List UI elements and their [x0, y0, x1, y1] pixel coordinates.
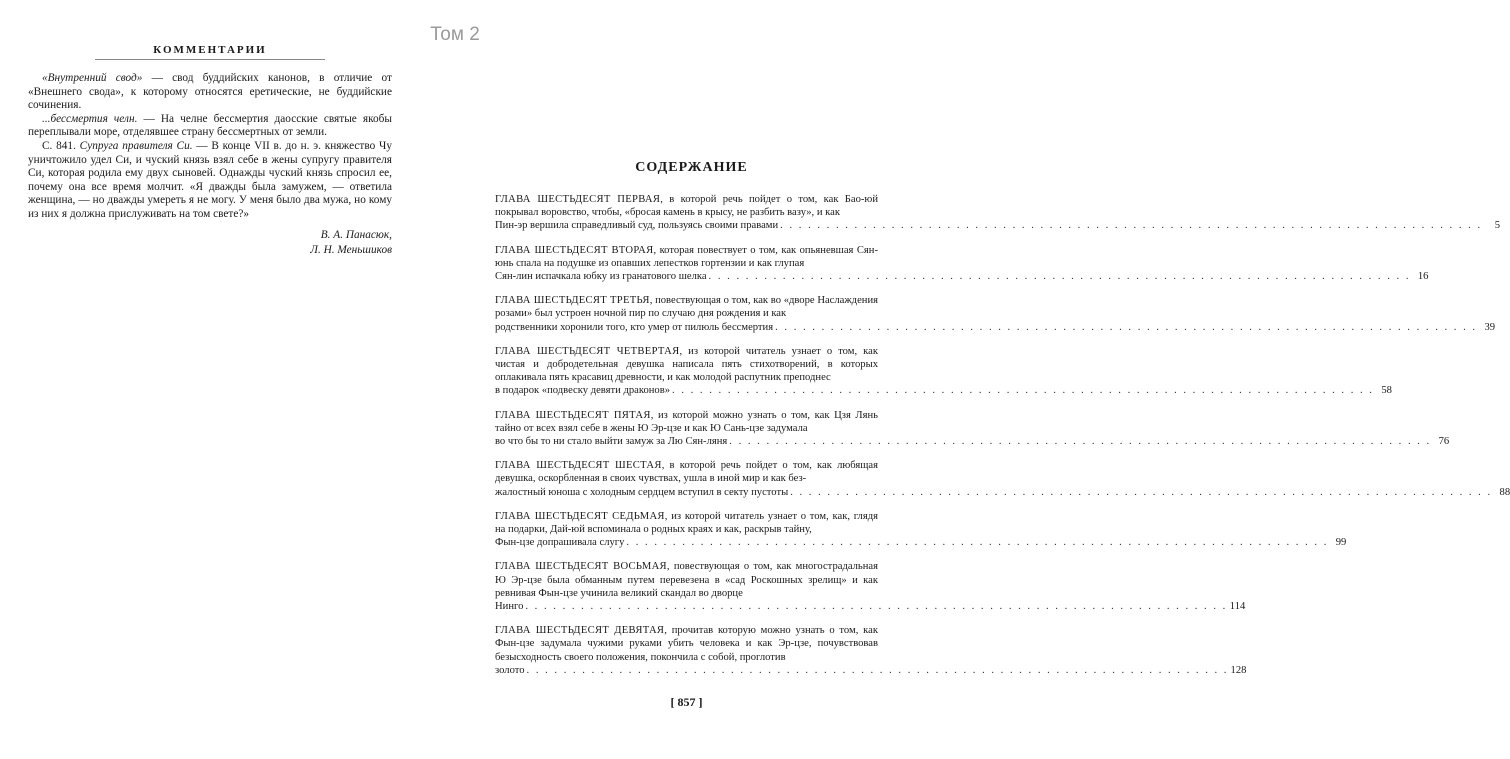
toc-page-number: 5 [1494, 220, 1501, 232]
toc-chapter-heading: ГЛАВА ШЕСТЬДЕСЯТ ПЯТАЯ [495, 409, 651, 421]
volume-label: Том 2 [430, 24, 480, 45]
toc-entry[interactable] [495, 345, 1392, 398]
toc-last-line: Сян-лин испачкала юбку из гранатового шелка [495, 271, 707, 283]
commentary-term: ...бессмертия челн. [42, 112, 138, 125]
table-of-contents [495, 193, 1510, 677]
toc-leader-dots: . . . . . . . . . . . . . . . . . . . . . . . . . . . . . . . . . . . . . . . . . . . . . . . . . . . . . . . . . . . . . . . . . . . . . . . . . . . . [526, 664, 1229, 676]
commentary-page-ref: С. 841. [42, 139, 80, 152]
toc-leader-dots: . . . . . . . . . . . . . . . . . . . . . . . . . . . . . . . . . . . . . . . . . . . . . . . . . . . . . . . . . . . . . . . . . . . . . . . . . . . . [729, 436, 1432, 448]
running-head: КОММЕНТАРИИ [153, 44, 267, 56]
toc-entry[interactable] [495, 244, 1429, 284]
toc-chapter-summary: , из которой читатель узнает о том, как, глядя на подарки, Дай-юй вспоминала о родных краях и как, раскрыв тайну, [495, 510, 878, 536]
toc-last-line: Фын-цзе допрашивала слугу [495, 537, 625, 549]
signatures [28, 228, 392, 258]
commentary-body: — В конце VII в. до н. э. княжество Чу уничтожило удел Си, и чуский князь взял себе в жены супругу правителя Си, которая родила ему двух сыновей. Однажды чуский князь спросил ее, почему она все время молчит. «Я дважды была замужем, — ответила женщина, — но дважды умереть я не могу. У меня было два мужа, но кому из них я должна прислуживать на том свете?» [28, 139, 392, 220]
commentary-body: — свод буддийских канонов, в отличие от «Внешнего свода», к которому относятся еретические, не буддийские сочинения. [28, 72, 392, 112]
toc-leader-dots: . . . . . . . . . . . . . . . . . . . . . . . . . . . . . . . . . . . . . . . . . . . . . . . . . . . . . . . . . . . . . . . . . . . . . . . . . . . . [672, 385, 1374, 397]
toc-chapter-heading: ГЛАВА ШЕСТЬДЕСЯТ ПЕРВАЯ [495, 194, 661, 205]
toc-chapter-summary: , в которой речь пойдет о том, как любящая девушка, оскорбленная в своих чувствах, ушла в иной мир и как без- [495, 460, 879, 485]
toc-leader-dots: . . . . . . . . . . . . . . . . . . . . . . . . . . . . . . . . . . . . . . . . . . . . . . . . . . . . . . . . . . . . . . . . . . . . . . . . . . . . [775, 321, 1478, 333]
toc-chapter-summary: , из которой можно узнать о том, как Цзя Лянь тайно от всех взял себе в жены Ю Эр-цзе и как Ю Сань-цзе задумала [495, 409, 878, 434]
toc-entry[interactable] [495, 459, 1510, 499]
toc-chapter-heading: ГЛАВА ШЕСТЬДЕСЯТ ЧЕТВЕРТАЯ [495, 345, 680, 357]
toc-page-number: 16 [1417, 271, 1429, 283]
commentary-body: — На челне бессмертия даосские святые якобы переплывали море, отделявшее страну бессмертных от земли. [28, 112, 392, 139]
commentary-term: Супруга правителя Си. [79, 139, 193, 152]
commentary-text [28, 72, 392, 222]
signature-author: В. А. Панасюк, [320, 228, 392, 241]
running-head-rule [95, 59, 325, 60]
signature-author: Л. Н. Меньшиков [310, 243, 392, 256]
toc-leader-dots: . . . . . . . . . . . . . . . . . . . . . . . . . . . . . . . . . . . . . . . . . . . . . . . . . . . . . . . . . . . . . . . . . . . . . . . . . . . . [708, 271, 1411, 283]
toc-page-number: 88 [1499, 486, 1510, 498]
toc-leader-dots: . . . . . . . . . . . . . . . . . . . . . . . . . . . . . . . . . . . . . . . . . . . . . . . . . . . . . . . . . . . . . . . . . . . . . . . . . . . . [525, 601, 1228, 613]
toc-chapter-summary: , повествующая о том, как во «дворе Наслаждения розами» был устроен ночной пир по случаю дня рождения и как [495, 295, 878, 320]
toc-entry[interactable] [495, 193, 1501, 233]
toc-last-line: во что бы то ни стало выйти замуж за Лю Сян-ляня [495, 436, 728, 448]
commentary-paragraph [28, 72, 392, 113]
toc-last-line: родственники хоронили того, кто умер от пилюль бессмертия [495, 321, 774, 333]
toc-leader-dots: . . . . . . . . . . . . . . . . . . . . . . . . . . . . . . . . . . . . . . . . . . . . . . . . . . . . . . . . . . . . . . . . . . . . . . . . . . . . [626, 537, 1329, 549]
toc-entry[interactable] [495, 560, 1246, 613]
toc-chapter-summary: , из которой читатель узнает о том, как чистая и добродетельная девушка написала пять стихотворений, в которых оплакивала пять красавиц древности, и как молодой распутник преподнес [495, 345, 879, 384]
commentary-paragraph [28, 113, 392, 140]
toc-chapter-summary: , которая повествует о том, как опьяневшая Сян-юнь спала на подушке из опавших лепестков гортензии и как глупая [495, 244, 878, 269]
toc-entry[interactable] [495, 510, 1347, 550]
toc-chapter-heading: ГЛАВА ШЕСТЬДЕСЯТ ВТОРАЯ [495, 244, 654, 256]
toc-last-line: жалостный юноша с холодным сердцем вступил в секту пустоты [495, 486, 789, 498]
toc-chapter-summary: , повествующая о том, как многострадальная Ю Эр-цзе была обманным путем перевезена в «сад Роскошных зрелищ» и как ревнивая Фын-цзе учинила великий скандал во дворце [495, 561, 878, 599]
toc-page-number: 39 [1484, 321, 1496, 333]
toc-last-line: в подарок «подвеску девяти драконов» [495, 385, 671, 397]
toc-chapter-summary: , в которой речь пойдет о том, как Бао-юй покрывал воровство, чтобы, «бросая камень в крысу, не разбить вазу», и как [495, 194, 879, 219]
toc-last-line: Пин-эр вершила справедливый суд, пользуясь своими правами [495, 220, 779, 232]
toc-chapter-heading: ГЛАВА ШЕСТЬДЕСЯТ ШЕСТАЯ [495, 460, 662, 472]
page-folio: [ 857 ] [670, 695, 703, 709]
toc-chapter-heading: ГЛАВА ШЕСТЬДЕСЯТ СЕДЬМАЯ [495, 510, 665, 522]
toc-chapter-heading: ГЛАВА ШЕСТЬДЕСЯТ ДЕВЯТАЯ [495, 625, 665, 637]
toc-entry[interactable] [495, 409, 1450, 449]
toc-page-number: 99 [1335, 537, 1347, 549]
toc-page-number: 128 [1230, 664, 1247, 676]
right-page [495, 160, 1510, 688]
toc-chapter-heading: ГЛАВА ШЕСТЬДЕСЯТ ВОСЬМАЯ [495, 561, 667, 573]
toc-last-line: Нинго [495, 601, 524, 613]
toc-leader-dots: . . . . . . . . . . . . . . . . . . . . . . . . . . . . . . . . . . . . . . . . . . . . . . . . . . . . . . . . . . . . . . . . . . . . . . . . . . . . [790, 486, 1493, 498]
contents-title: СОДЕРЖАНИЕ [635, 160, 748, 175]
toc-entry[interactable] [495, 294, 1496, 334]
toc-leader-dots: . . . . . . . . . . . . . . . . . . . . . . . . . . . . . . . . . . . . . . . . . . . . . . . . . . . . . . . . . . . . . . . . . . . . . . . . . . . . [780, 220, 1483, 232]
toc-chapter-summary: , прочитав которую можно узнать о том, как Фын-цзе задумала чужими руками убить человека и как Эр-цзе, почувствовав безысходность своего положения, покончила с собой, проглотив [495, 625, 878, 663]
toc-page-number: 76 [1438, 436, 1450, 448]
toc-chapter-heading: ГЛАВА ШЕСТЬДЕСЯТ ТРЕТЬЯ [495, 295, 650, 307]
left-page [28, 44, 392, 258]
commentary-term: «Внутренний свод» [42, 72, 143, 84]
toc-last-line: золото [495, 664, 525, 676]
toc-entry[interactable] [495, 624, 1247, 677]
toc-page-number: 58 [1381, 385, 1392, 397]
commentary-paragraph [28, 140, 392, 222]
toc-page-number: 114 [1229, 601, 1246, 613]
